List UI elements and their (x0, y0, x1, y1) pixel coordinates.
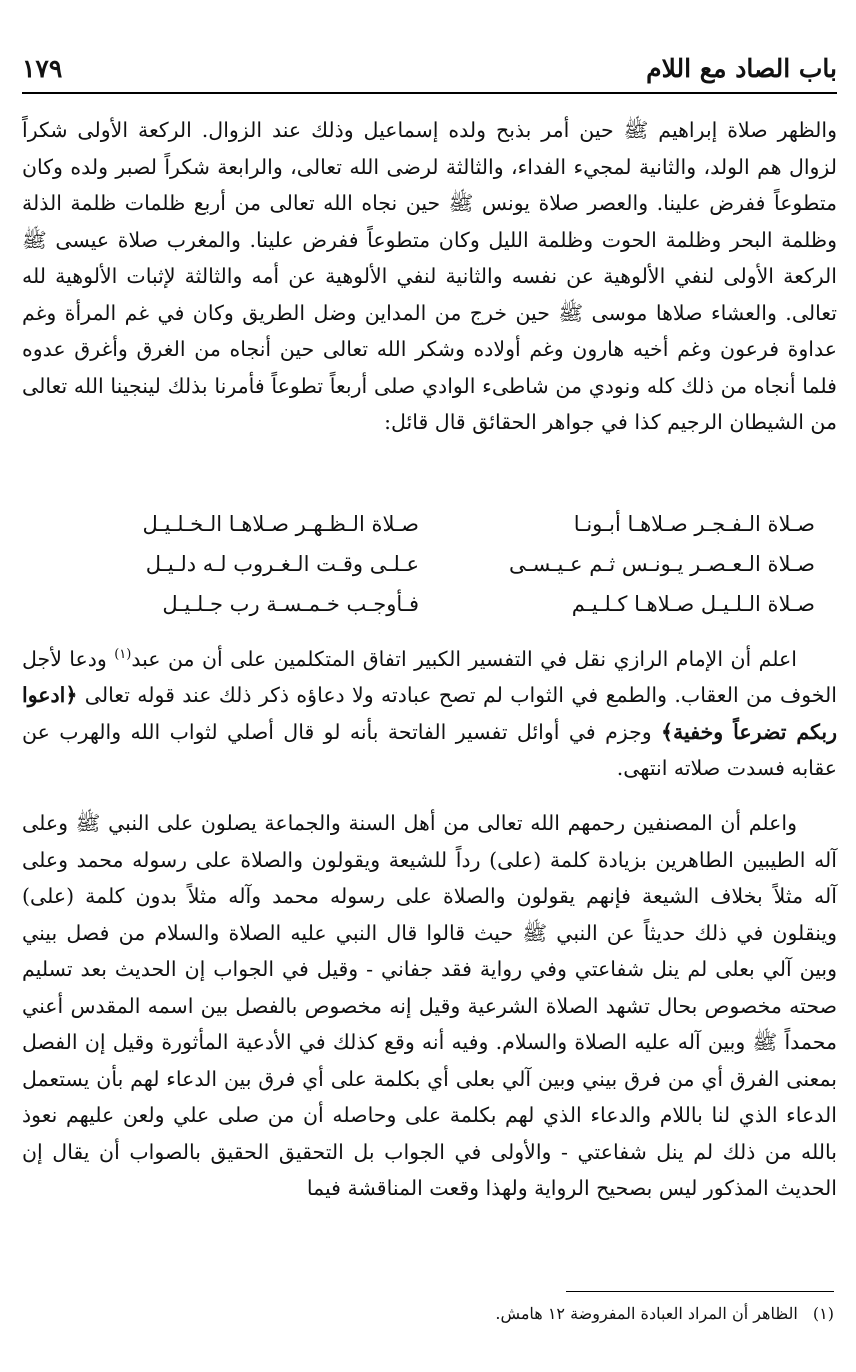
poem-verse (22, 545, 837, 585)
quran-verse: ﴿ادعوا ربكم تضرعاً وخفية﴾ (22, 683, 838, 744)
poem (22, 505, 837, 630)
body-paragraph (22, 637, 837, 787)
paragraph-text: اعلم أن الإمام الرازي نقل في التفسير الكبير اتفاق المتكلمين على أن من عبد (131, 646, 797, 671)
body-paragraph: والظهر صلاة إبراهيم ﷺ حين أمر بذبح ولده إسماعيل وذلك عند الزوال. الركعة الأولى شكراً لزوال هم الولد، والثانية لمجيء الفداء، والثالثة لرضى الله تعالى، والرابعة شكراً لصبر ولده وكان متطوعاً ففرض علينا. والعصر صلاة يونس ﷺ حين نجاه الله تعالى من أربع ظلمات ظلمة الذلة وظلمة البحر وظلمة الحوت وظلمة الليل وكان متطوعاً ففرض علينا. والمغرب صلاة عيسى ﷺ الركعة الأولى لنفي الألوهية عن نفسه والثانية لنفي الألوهية عن أمه والثالثة لإثبات الألوهية لله تعالى. والعشاء صلاها موسى ﷺ حين خرج من المداين وضل الطريق وكان في غم المرأة وغم عداوة فرعون وغم أخيه هارون وغم أولاده وشكر الله تعالى حين أنجاه من الغرق وأغرق عدوه فلما أنجاه من ذلك كله ونودي من شاطىء الوادي صلى أربعاً تطوعاً فأمرنا بذلك لينجينا الله تعالى من الشيطان الرجيم كذا في جواهر الحقائق قال قائل: (22, 118, 837, 434)
body-paragraph: واعلم أن المصنفين رحمهم الله تعالى من أهل السنة والجماعة يصلون على النبي ﷺ وعلى آله الطيبين الطاهرين بزيادة كلمة (على) رداً للشيعة ويقولون والصلاة على رسوله محمد وعلى آله مثلاً بخلاف الشيعة فإنهم يقولون والصلاة على رسوله محمد وآله مثلاً بدون كلمة (على) وينقلون في ذلك حديثاً عن النبي ﷺ حيث قالوا قال النبي عليه الصلاة والسلام من فصل بيني وبين آلي بعلى لم ينل شفاعتي وفي رواية فقد جفاني - وقيل في الجواب إن الحديث بعد تسليم صحته مخصوص بحال تشهد الصلاة الشرعية وقيل إنه مخصوص بالفصل بين اسمه المقدس أعني محمداً ﷺ وبين آله عليه الصلاة والسلام. وفيه أنه وقع كذلك في الأدعية المأثورة وقيل إن الفصل بمعنى الفرق أي من فرق بيني وبين آلي بعلى أي بكلمة على أي فرق بين الدعاء لهم بأن يستعمل الدعاء الذي لنا باللام والدعاء الذي لهم بكلمة على وحاصله أن من صلى علي ولعن عليهم نعوذ بالله من ذلك لم ينل شفاعتي - والأولى في الجواب بل التحقيق الحقيق بالصواب أن يقال إن الحديث المذكور ليس بصحيح الرواية ولهذا وقعت المناقشة فيما (22, 811, 837, 1200)
footnote-text: الظاهر أن المراد العبادة المفروضة ١٢ هامش. (495, 1304, 798, 1323)
chapter-title: باب الصاد مع اللام (646, 54, 837, 83)
footnote-mark: (١) (812, 1304, 834, 1323)
footnote (19, 1302, 834, 1326)
verse-second-hemistich: صـلاة الـظـهـر صـلاهـا الـخـلـيـل (142, 512, 419, 536)
poem-verse (22, 505, 837, 545)
paragraph-text: وجزم في أوائل تفسير الفاتحة بأنه لو قال أصلي لثواب الله والهرب عن عقابه فسدت صلاته انتهى. (22, 719, 837, 781)
paragraph-text: ودعا لأجل الخوف من العقاب. والطمع في الثواب لم تصح عبادته ولا دعاؤه ذكر ذلك عند قوله تعالى (22, 646, 837, 708)
poem-verse (22, 585, 837, 625)
page-header (22, 50, 837, 94)
footnote-reference[interactable]: (١) (114, 647, 132, 662)
footnote-separator (566, 1291, 834, 1292)
verse-second-hemistich: عـلـى وقـت الـغـروب لـه دلـيـل (145, 552, 419, 576)
verse-first-hemistich: صـلاة الـعـصـر يـونـس ثـم عـيـسـى (509, 552, 815, 576)
page-number: ١٧٩ (22, 54, 63, 83)
verse-first-hemistich: صـلاة الـفـجـر صـلاهـا أبـونـا (573, 512, 815, 536)
verse-second-hemistich: فـأوجـب خـمـسـة رب جـلـيـل (162, 592, 419, 616)
verse-first-hemistich: صـلاة الـلـيـل صـلاهـا كـلـيـم (571, 592, 815, 616)
